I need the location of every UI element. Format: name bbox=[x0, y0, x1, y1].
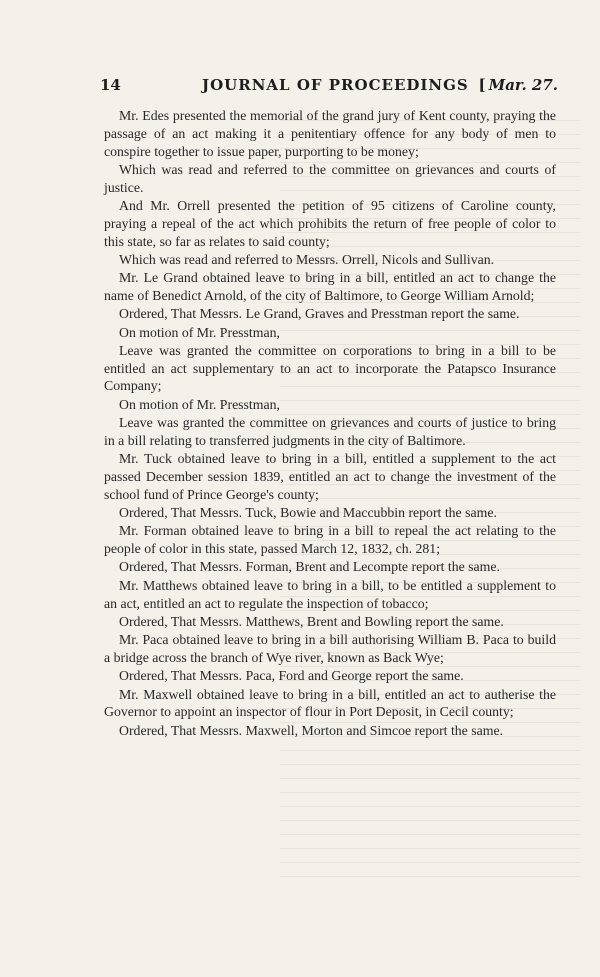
paragraph: Mr. Maxwell obtained leave to bring in a bill, entitled an act to autherise the Governor to appoint an inspector of flour in Port Deposit, in Cecil county; bbox=[104, 686, 556, 720]
running-date bbox=[479, 76, 559, 94]
page-header bbox=[100, 76, 558, 100]
running-title: JOURNAL OF PROCEEDINGS bbox=[202, 76, 469, 94]
page-number: 14 bbox=[100, 76, 121, 94]
paragraph: Mr. Tuck obtained leave to bring in a bill, entitled a supplement to the act passed December session 1839, entitled an act to change the investment of the school fund of Prince George's county; bbox=[104, 451, 556, 502]
paragraph: Ordered, That Messrs. Paca, Ford and George report the same. bbox=[119, 668, 464, 684]
journal-text bbox=[104, 107, 556, 740]
paragraph: On motion of Mr. Presstman, bbox=[119, 324, 280, 340]
paragraph: Mr. Edes presented the memorial of the grand jury of Kent county, praying the passage of an act making it a penitentiary offence for any body of men to conspire together to issue paper, purporting to be money; bbox=[104, 108, 556, 159]
paragraph: Mr. Paca obtained leave to bring in a bill authorising William B. Paca to build a bridge across the branch of Wye river, known as Back Wye; bbox=[104, 632, 556, 665]
paragraph: Leave was granted the committee on corporations to bring in a bill to be entitled an act supplementary to an act to incorporate the Patapsco Insurance Company; bbox=[104, 342, 556, 394]
paragraph: Ordered, That Messrs. Tuck, Bowie and Maccubbin report the same. bbox=[119, 505, 497, 521]
paragraph: Mr. Le Grand obtained leave to bring in a bill, entitled an act to change the name of Benedict Arnold, of the city of Baltimore, to George William Arnold; bbox=[104, 270, 556, 303]
paragraph: Which was read and referred to the committee on grievances and courts of justice. bbox=[104, 161, 556, 195]
paragraph: Ordered, That Messrs. Le Grand, Graves and Presstman report the same. bbox=[119, 306, 520, 322]
paragraph: Ordered, That Messrs. Maxwell, Morton and Simcoe report the same. bbox=[119, 722, 504, 738]
date-bracket: [ bbox=[478, 76, 486, 94]
date-text: Mar. 27. bbox=[488, 76, 558, 94]
paragraph: On motion of Mr. Presstman, bbox=[119, 396, 280, 412]
paragraph: Ordered, That Messrs. Forman, Brent and Lecompte report the same. bbox=[119, 559, 500, 575]
paragraph: Leave was granted the committee on grievances and courts of justice to bring in a bill relating to transferred judgments in the city of Baltimore. bbox=[104, 415, 556, 448]
paragraph: And Mr. Orrell presented the petition of 95 citizens of Caroline county, praying a repeal of the act which prohibits the return of free people of color to this state, so far as relates to said county; bbox=[104, 197, 556, 249]
paragraph: Mr. Forman obtained leave to bring in a bill to repeal the act relating to the people of color in this state, passed March 12, 1832, ch. 281; bbox=[104, 523, 556, 557]
paragraph: Which was read and referred to Messrs. Orrell, Nicols and Sullivan. bbox=[119, 251, 495, 267]
paragraph: Mr. Matthews obtained leave to bring in a bill, to be entitled a supplement to an act, entitled an act to regulate the inspection of tobacco; bbox=[104, 577, 556, 611]
paragraph: Ordered, That Messrs. Matthews, Brent and Bowling report the same. bbox=[119, 613, 504, 629]
